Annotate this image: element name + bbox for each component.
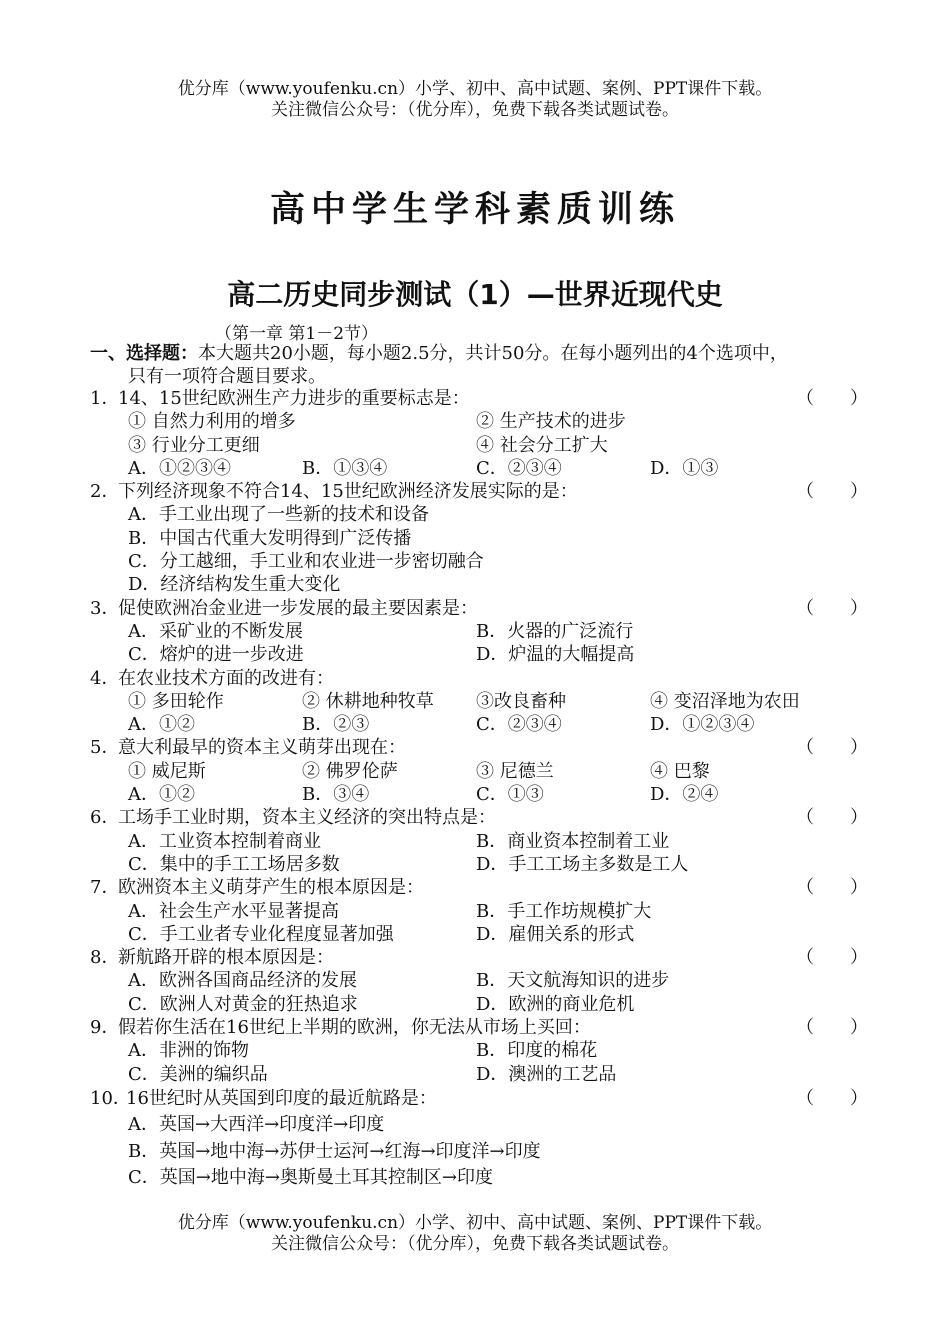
option-d: D．手工工场主多数是工人 <box>476 853 689 875</box>
answer-blank: （ ） <box>796 877 868 899</box>
option-b: B．商业资本控制着工业 <box>476 830 670 852</box>
instructions-text-1: 本大题共20小题，每小题2.5分，共计50分。在每小题列出的4个选项中， <box>198 343 788 364</box>
option-a: A．社会生产水平显著提高 <box>128 900 339 922</box>
option-d: D．①②③④ <box>650 714 755 736</box>
question-stem: 在农业技术方面的改进有： <box>118 667 334 689</box>
question-2 <box>90 480 870 503</box>
question-stem: 促使欧洲冶金业进一步发展的最主要因素是： <box>118 597 478 619</box>
chapter-note: （第一章 第1－2节） <box>215 324 379 344</box>
option-d: D．经济结构发生重大变化 <box>128 574 341 596</box>
sub-item: ① 多田轮作 <box>128 690 224 712</box>
section-label: 一、选择题： <box>90 343 198 364</box>
option-a: A．①② <box>128 714 195 736</box>
question-stem: 欧洲资本主义萌芽产生的根本原因是： <box>118 877 424 899</box>
footer-line-2: 关注微信公众号：（优分库），免费下载各类试题试卷。 <box>271 1234 679 1254</box>
option-a: A．工业资本控制着商业 <box>128 830 321 852</box>
sub-item: ④ 社会分工扩大 <box>476 434 608 456</box>
option-c: C．欧洲人对黄金的狂热追求 <box>128 993 358 1015</box>
option-a: A．①② <box>128 784 195 806</box>
section-instructions <box>90 342 865 388</box>
option-a: A．①②③④ <box>128 457 231 479</box>
option-a: A．英国→大西洋→印度洋→印度 <box>128 1114 385 1136</box>
option-b: B．①③④ <box>302 457 388 479</box>
option-d: D．炉温的大幅提高 <box>476 644 635 666</box>
question-10 <box>90 1086 870 1113</box>
question-stem: 16世纪时从英国到印度的最近航路是： <box>126 1087 437 1109</box>
answer-blank: （ ） <box>796 597 868 619</box>
question-1-options <box>90 457 870 480</box>
option-d: D．①③ <box>650 457 719 479</box>
option-b: B．英国→地中海→苏伊士运河→红海→印度洋→印度 <box>128 1140 541 1162</box>
sub-item: ③改良畜种 <box>476 690 566 712</box>
option-c: C．②③④ <box>476 714 562 736</box>
option-c: C．英国→地中海→奥斯曼土耳其控制区→印度 <box>128 1167 494 1189</box>
option-b: B．印度的棉花 <box>476 1040 598 1062</box>
sub-item: ② 生产技术的进步 <box>476 411 626 433</box>
sub-item: ② 佛罗伦萨 <box>302 760 398 782</box>
option-b: B．②③ <box>302 714 370 736</box>
answer-blank: （ ） <box>796 737 868 759</box>
footer-line-1: 优分库（www.youfenku.cn）小学、初中、高中试题、案例、PPT课件下载。 <box>177 1213 773 1233</box>
question-stem: 假若你生活在16世纪上半期的欧洲，你无法从市场上买回： <box>118 1017 591 1039</box>
question-1 <box>90 387 870 410</box>
option-a: A．采矿业的不断发展 <box>128 620 303 642</box>
option-a: A．手工业出现了一些新的技术和设备 <box>128 504 429 526</box>
option-c: C．分工越细，手工业和农业进一步密切融合 <box>128 551 484 573</box>
question-number: 5． <box>90 737 120 759</box>
header-line-2: 关注微信公众号：（优分库），免费下载各类试题试卷。 <box>271 100 679 120</box>
option-c: C．美洲的编织品 <box>128 1063 268 1085</box>
question-5 <box>90 736 870 759</box>
option-a: A．非洲的饰物 <box>128 1040 249 1062</box>
answer-blank: （ ） <box>796 388 868 409</box>
question-number: 3． <box>90 597 120 619</box>
question-7 <box>90 876 870 899</box>
document-title: 高中学生学科素质训练 <box>269 190 680 230</box>
sub-item: ① 自然力利用的增多 <box>128 411 296 433</box>
option-b: B．火器的广泛流行 <box>476 620 634 642</box>
question-stem: 14、15世纪欧洲生产力进步的重要标志是： <box>118 388 470 409</box>
sub-item: ④ 变沼泽地为农田 <box>650 690 800 712</box>
option-a: A．欧洲各国商品经济的发展 <box>128 970 357 992</box>
answer-blank: （ ） <box>796 1087 868 1109</box>
question-list <box>90 387 870 1192</box>
option-d: D．②④ <box>650 784 719 806</box>
question-number: 7． <box>90 877 120 899</box>
question-number: 9． <box>90 1017 120 1039</box>
question-3 <box>90 597 870 620</box>
option-c: C．①③ <box>476 784 544 806</box>
option-b: B．手工作坊规模扩大 <box>476 900 652 922</box>
option-b: B．③④ <box>302 784 370 806</box>
option-c: C．熔炉的进一步改进 <box>128 644 304 666</box>
answer-blank: （ ） <box>796 807 868 829</box>
option-b: B．天文航海知识的进步 <box>476 970 670 992</box>
question-number: 2． <box>90 481 120 503</box>
question-1-sub-row-2 <box>90 434 870 457</box>
answer-blank: （ ） <box>796 947 868 969</box>
option-d: D．雇佣关系的形式 <box>476 923 635 945</box>
question-number: 4． <box>90 667 120 689</box>
option-c: C．②③④ <box>476 457 562 479</box>
question-stem: 意大利最早的资本主义萌芽出现在： <box>118 737 406 759</box>
answer-blank: （ ） <box>796 481 868 503</box>
instructions-text-2: 只有一项符合题目要求。 <box>128 366 326 387</box>
option-c: C．手工业者专业化程度显著加强 <box>128 923 394 945</box>
question-number: 6． <box>90 807 120 829</box>
option-d: D．澳洲的工艺品 <box>476 1063 617 1085</box>
question-number: 10． <box>90 1087 131 1109</box>
question-number: 1． <box>90 388 120 409</box>
option-d: D．欧洲的商业危机 <box>476 993 635 1015</box>
question-stem: 工场手工业时期，资本主义经济的突出特点是： <box>118 807 496 829</box>
sub-item: ③ 尼德兰 <box>476 760 554 782</box>
question-stem: 下列经济现象不符合14、15世纪欧洲经济发展实际的是： <box>118 481 578 503</box>
question-4 <box>90 667 870 690</box>
question-stem: 新航路开辟的根本原因是： <box>118 947 334 969</box>
header-line-1: 优分库（www.youfenku.cn）小学、初中、高中试题、案例、PPT课件下载。 <box>177 79 773 99</box>
question-6 <box>90 806 870 829</box>
sub-item: ① 威尼斯 <box>128 760 206 782</box>
answer-blank: （ ） <box>796 1017 868 1039</box>
question-8 <box>90 946 870 969</box>
option-b: B．中国古代重大发明得到广泛传播 <box>128 527 412 549</box>
sub-item: ② 休耕地种牧草 <box>302 690 434 712</box>
question-1-sub-row-1 <box>90 410 870 433</box>
question-number: 8． <box>90 947 120 969</box>
sub-item: ④ 巴黎 <box>650 760 710 782</box>
sub-item: ③ 行业分工更细 <box>128 434 260 456</box>
option-c: C．集中的手工工场居多数 <box>128 853 340 875</box>
document-subtitle: 高二历史同步测试（1）—世界近现代史 <box>227 278 723 311</box>
question-9 <box>90 1016 870 1039</box>
